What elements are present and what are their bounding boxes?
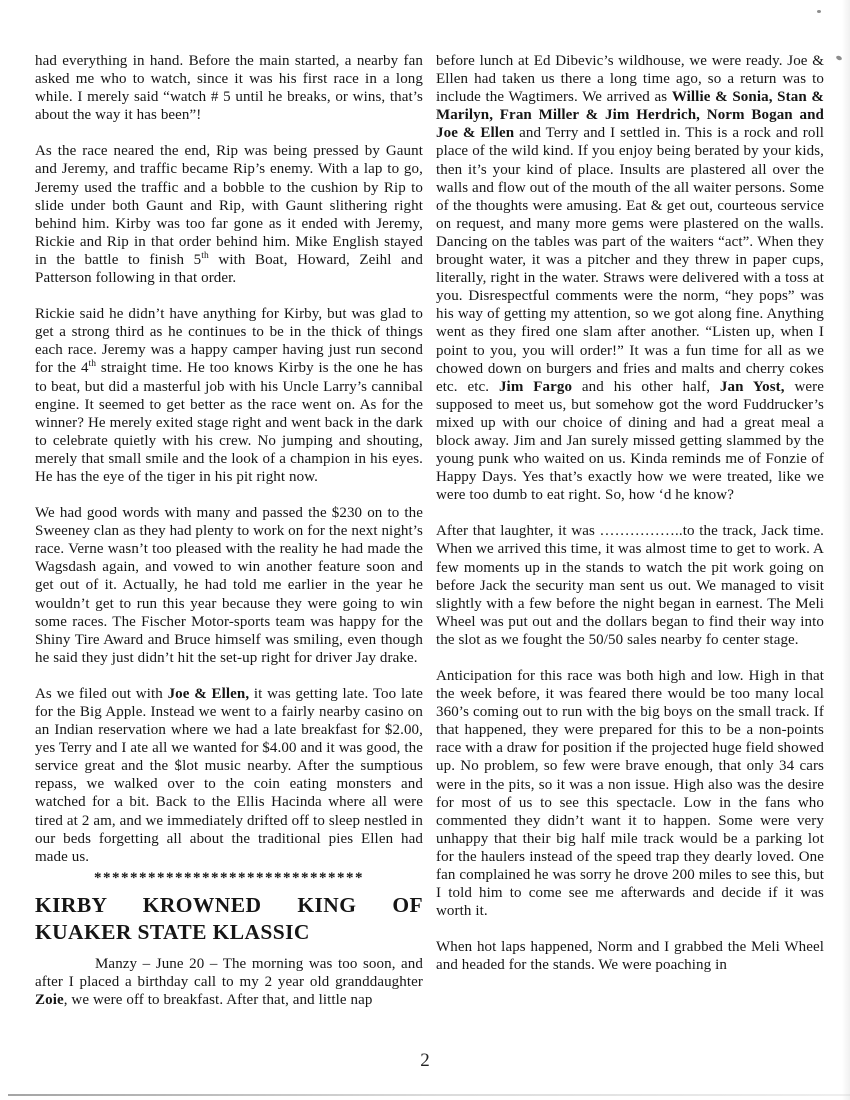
asterisk-separator: ******************************	[94, 869, 364, 886]
column-left	[35, 52, 423, 1027]
body-text: and Terry and I settled in. This is a rock and roll place of the wild kind. If you enjoy being berated by your kids, then it’s your kind of place. Insults are plastered all over the walls and flow out of the mouth of the all waiter persons. Some of the thoughts were amusing. Eat & get out, courteous service on request, and many more gems were plastered on the walls. Dancing on the tables was part of the waiters “act”. When they brought water, it was a pitcher and they threw in paper cups, literally, right in the water. Straws were delivered with a toss at you. Disrespectful comments were the norm, “hey pops” was his way of getting my attention, so we got along fine. Anything went as they fired one slam after another. “Listen up, when I point to you, you will order!” It was a fun time for all as we chowed down on burgers and fries and malts and cherry cokes etc. etc.	[436, 125, 824, 395]
body-text: After that laughter, it was ……………..to the track, Jack time. When we arrived this time, it was almost time to get to work. A few moments up in the stands to watch the pit work going on before Jack the security man sent us out. We managed to visit slightly with a few before the night began in earnest. The Meli Wheel was put out and the dollars began to find their way into the slot as we fought the 50/50 sales nearby fo center stage.	[436, 523, 824, 648]
section-heading: KIRBY KROWNED KING OF KUAKER STATE KLASSIC	[35, 892, 423, 945]
paragraph	[35, 504, 423, 667]
column-right	[436, 52, 824, 1027]
scan-edge-shade	[842, 0, 850, 1100]
body-text: As the race neared the end, Rip was being pressed by Gaunt and Jeremy, and traffic became Rip’s enemy. With a lap to go, Jeremy used the traffic and a bobble to the cushion by Rip to slide under both Gaunt and Rip, with Gaunt slithering right behind him. Kirby was too far gone as it ended with Jeremy, Rickie and Rip in that order behind him. Mike English stayed in the battle to finish 5	[35, 143, 423, 268]
two-column-layout	[35, 52, 824, 1027]
body-text: before lunch at Ed Dibevic’s wildhouse, we were ready. Joe & Ellen had taken us there a long time ago, so a return was to include the Wagtimers. We arrived as	[436, 53, 824, 106]
bold-name-text: Joe & Ellen,	[167, 685, 250, 702]
body-text: As we filed out with	[35, 685, 168, 702]
body-text: Anticipation for this race was both high and low. High in that the week before, it was feared there would be too many local 360’s coming out to run with the big boys on the small track. If that happened, they were prepared for this to be a non-points race with a draw for position if the projected huge field showed up. No problem, so few were brave enough, that only 34 cars were in the pits, so it was a non issue. High also was the desire for most of us to see this spectacle. Low in the fans who commented they didn’t want it to happen. Some were very unhappy that their big half mile track would be a parking lot for the haulers instead of the speed trap they dearly loved. One fan complained he was sorry he drove 200 miles to see this, but I told him to come see me afterwards and decide if it was worth it.	[436, 668, 824, 920]
body-text: had everything in hand. Before the main started, a nearby fan asked me who to watch, since it was his first race in a long while. I merely said “watch # 5 until he breaks, or wins, that’s about the way it has been”!	[35, 53, 423, 124]
body-text: We had good words with many and passed the $230 on to the Sweeney clan as they had plenty to work on for the next night’s race. Verne wasn’t too pleased with the reality he had made the Wagsdash again, and vowed to win another feature soon and get out of it. Actually, he had told me earlier in the year he wouldn’t get to run this year because they were going to win some races. The Fischer Motor-sports team was happy for the Shiny Tire Award and Bruce himself was smiling, even though he said they just didn’t hit the set-up right for driver Jay drake.	[35, 505, 423, 666]
paragraph	[436, 522, 824, 649]
page-number: 2	[420, 1050, 430, 1071]
bold-name-text: Zoie	[35, 992, 64, 1009]
paragraph	[35, 52, 423, 124]
scan-speckle	[817, 10, 821, 13]
bold-name-text: Jan Yost,	[719, 378, 785, 395]
body-text: and his other half,	[572, 378, 720, 395]
paragraph	[35, 305, 423, 486]
body-text: When hot laps happened, Norm and I grabbed the Meli Wheel and headed for the stands. We were poaching in	[436, 939, 824, 974]
paragraph	[35, 685, 423, 866]
bold-name-text: Willie & Sonia, Stan & Marilyn, Fran Miller & Jim Herdrich, Norm Bogan and Joe & Ellen	[436, 89, 824, 142]
scan-edge-line	[8, 1094, 850, 1096]
paragraph	[436, 667, 824, 920]
body-text: it was getting late. Too late for the Big Apple. Instead we went to a fairly nearby casino on an Indian reservation where we had a late breakfast for $2.00, yes Terry and I ate all we wanted for $4.00 and it was good, the service great and the $lot music nearby. After the sumptious repass, we walked over to the coin eating monsters and watched for a bit. Back to the Ellis Hacinda where all were tired at 2 am, and we immediately drifted off to sleep nestled in our beds forgetting all about the traditional pies Ellen had made us.	[35, 685, 423, 865]
paragraph	[35, 142, 423, 287]
paragraph	[35, 955, 423, 1009]
ordinal-superscript: th	[88, 359, 97, 370]
body-text: Manzy – June 20 – The morning was too soon, and after I placed a birthday call to my 2 year old granddaughter	[35, 955, 423, 991]
body-text: with Boat, Howard, Zeihl and Patterson following in that order.	[35, 251, 423, 287]
body-text: straight time. He too knows Kirby is the one he has to beat, but did a masterful job with his Uncle Larry’s cannibal engine. It seemed to get better as the race went on. As for the winner? He merely exited stage right and went back in the dark to celebrate quietly with his crew. No jumping and shouting, merely that small smile and the look of a champion in his eyes. He has the eye of the tiger in his pit right now.	[35, 360, 423, 485]
ordinal-superscript: th	[201, 250, 209, 261]
body-text: were supposed to meet us, but somehow got the word Fuddrucker’s mixed up with our choice of dining and had a great meal a block away. Jim and Jan surely missed getting slammed by the young punk who waited on us. Kinda reminds me of Fonzie of Happy Days. Yes that’s exactly how we were treated, like we were too dumb to eat right. So, how ‘d he know?	[436, 378, 824, 504]
body-text: Rickie said he didn’t have anything for Kirby, but was glad to get a strong third as he continues to be in the thick of things each race. Jeremy was a happy camper having just run second for the 4	[35, 306, 423, 377]
paragraph	[436, 52, 824, 504]
bold-name-text: Jim Fargo	[498, 378, 573, 395]
paragraph	[436, 938, 824, 974]
body-text: , we were off to breakfast. After that, and little nap	[63, 992, 373, 1009]
